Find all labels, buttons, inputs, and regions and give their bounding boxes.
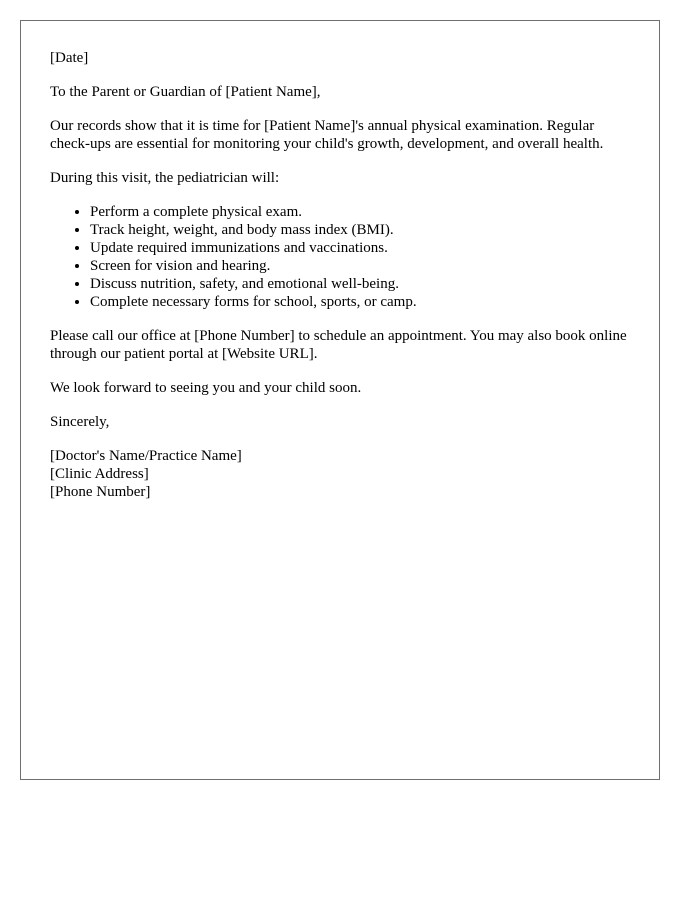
letter-date: [Date] <box>50 50 89 66</box>
signature-phone: [Phone Number] <box>50 484 151 500</box>
visit-duties-list <box>50 203 632 311</box>
signature-name: [Doctor's Name/Practice Name] <box>50 448 242 464</box>
letter-salutation: To the Parent or Guardian of [Patient Name], <box>50 84 321 100</box>
letter-body <box>50 49 632 501</box>
list-item: • Track height, weight, and body mass index (BMI). <box>90 221 632 239</box>
list-item: • Screen for vision and hearing. <box>90 257 632 275</box>
list-item: • Complete necessary forms for school, sports, or camp. <box>90 293 632 311</box>
list-intro: During this visit, the pediatrician will: <box>50 170 280 186</box>
intro-paragraph: Our records show that it is time for [Patient Name]'s annual physical examination. Regular check-ups are essential for monitoring your child's growth, development, and overall health. <box>50 118 604 152</box>
signature-block <box>50 447 632 501</box>
list-item: • Perform a complete physical exam. <box>90 203 632 221</box>
call-to-action-paragraph: Please call our office at [Phone Number] to schedule an appointment. You may also book online through our patient portal at [Website URL]. <box>50 328 627 362</box>
letter-frame <box>20 20 660 780</box>
closing-note: We look forward to seeing you and your child soon. <box>50 380 362 396</box>
list-item: • Discuss nutrition, safety, and emotional well-being. <box>90 275 632 293</box>
signoff: Sincerely, <box>50 414 110 430</box>
signature-address: [Clinic Address] <box>50 466 149 482</box>
list-item: • Update required immunizations and vaccinations. <box>90 239 632 257</box>
